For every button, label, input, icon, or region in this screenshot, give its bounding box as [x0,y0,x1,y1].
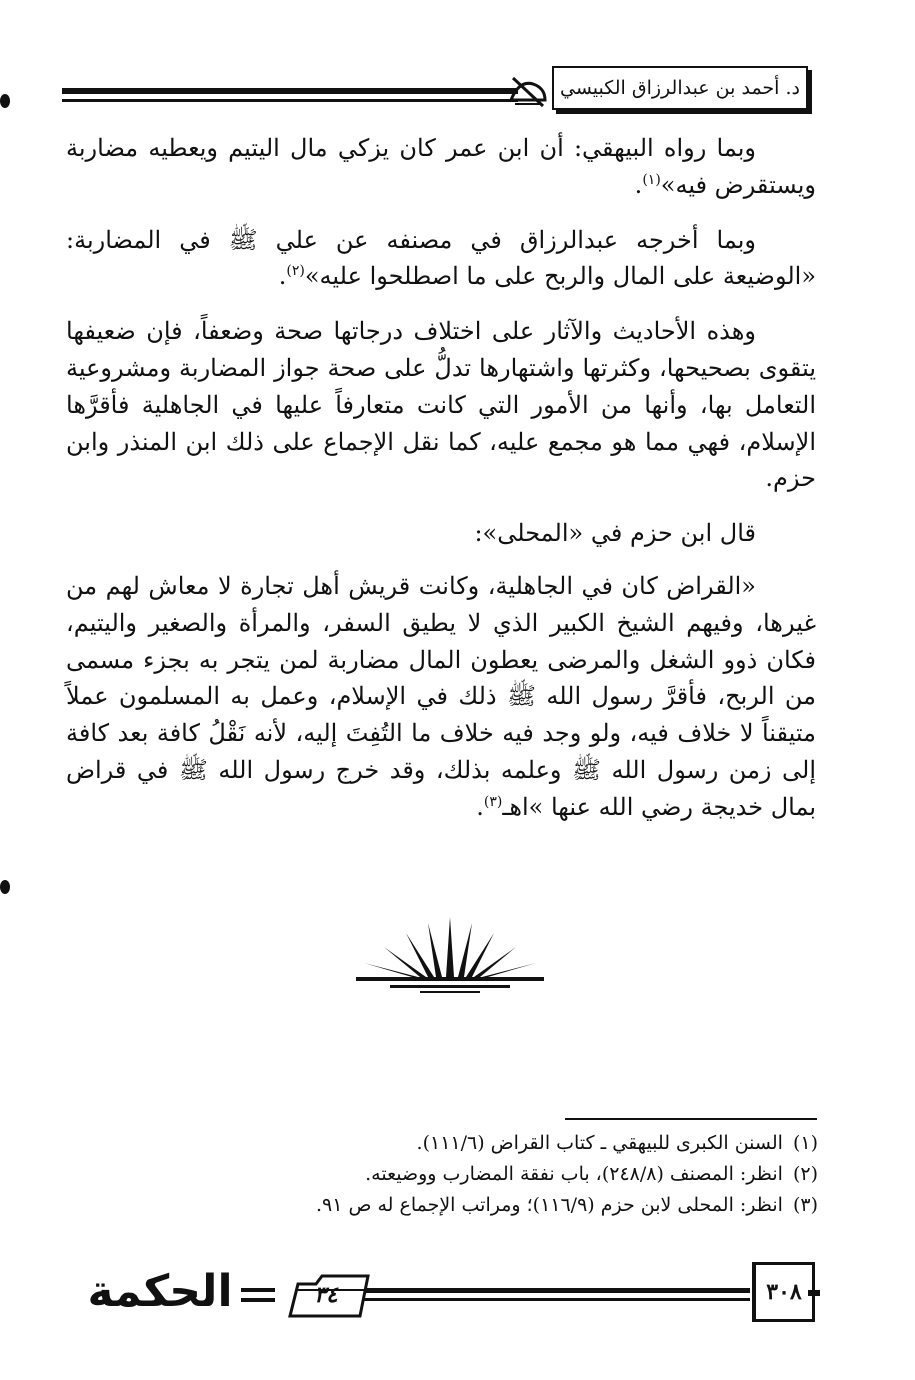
footnote-1 [100,1128,818,1159]
footnote-number: (٢) [792,1163,818,1185]
footnote-ref-3[interactable]: (٣) [483,793,503,810]
page-number [752,1262,815,1322]
pen-logo-icon [505,70,551,110]
paragraph-5-end: . [476,792,484,821]
paragraph-5-quote [66,568,816,826]
footnote-2 [100,1159,818,1190]
footnote-number: (١) [792,1132,818,1154]
paragraph-2 [66,222,816,296]
author-name: د. أحمد بن عبدالرزاق الكبيسي [560,77,800,99]
paragraph-2-text: وبما أخرجه عبدالرزاق في مصنفه عن علي ﷺ في المضاربة: «الوضيعة على المال والربح على ما اصطلحوا عليه» [66,225,816,291]
header-rule [62,88,518,102]
footnote-separator [565,1118,817,1120]
issue-number: ٣٤ [314,1282,338,1308]
paragraph-3-text: وهذه الأحاديث والآثار على اختلاف درجاتها صحة وضعفاً، فإن ضعيفها يتقوى بصحيحها، وكثرتها واشتهارها تدلُّ على صحة جواز المضاربة ومشروعية التعامل بها، وأنها من الأمور التي كانت متعارفاً عليها في الجاهلية فأقرَّها الإسلام، فهي مما هو مجمع عليه، كما نقل الإجماع على ذلك ابن المنذر وابن حزم. [66,317,816,493]
page-number-text: ٣٠٨ [766,1279,802,1305]
paragraph-2-end: . [278,262,287,291]
paragraph-4 [66,515,816,552]
footnote-3 [100,1190,818,1221]
footnote-text: انظر: المحلى لابن حزم (١١٦/٩)؛ ومراتب الإجماع له ص ٩١. [315,1194,783,1216]
paragraph-4-text: قال ابن حزم في «المحلى»: [474,519,756,548]
paragraph-3 [66,313,816,497]
paragraph-5-text: «القراض كان في الجاهلية، وكانت قريش أهل تجارة لا معاش لهم من غيرها، وفيهم الشيخ الكبير الذي لا يطيق السفر، والمرأة والصغير واليتيم، فكان ذوو الشغل والمرضى يعطون المال مضاربة لمن يتجر به بجزء مسمى من الربح، فأقرَّ رسول الله ﷺ ذلك في الإسلام، وعمل به المسلمون عملاً متيقناً لا خلاف فيه، ولو وجد فيه خلاف ما التُفِتَ إليه، لأنه نَقْلُ كافة بعد كافة إلى زمن رسول الله ﷺ وعلمه بذلك، وقد خرج رسول الله ﷺ في قراض بمال خديجة رضي الله عنها »اهـ [66,571,816,821]
footnote-text: انظر: المصنف (٢٤٨/٨)، باب نفقة المضارب ووضيعته. [365,1163,783,1185]
footnote-text: السنن الكبرى للبيهقي ـ كتاب القراض (١١١/٦). [416,1132,783,1154]
footnote-ref-1[interactable]: (١) [642,171,661,188]
footnotes [100,1128,818,1221]
magazine-logo: الحكمة [87,1266,233,1317]
margin-mark [0,94,10,108]
running-header-author [552,66,808,110]
footnote-ref-2[interactable]: (٢) [286,263,305,280]
page-number-tab [808,1290,820,1296]
paragraph-1-end: . [634,170,643,199]
footer-equals-mark [241,1288,275,1308]
section-ornament [350,915,550,995]
paragraph-1-text: وبما رواه البيهقي: أن ابن عمر كان يزكي مال اليتيم ويعطيه مضاربة ويستقرض فيه» [66,134,816,199]
body-text [66,130,816,844]
footnote-number: (٣) [792,1194,818,1216]
paragraph-1 [66,130,816,204]
margin-mark [0,880,10,894]
footer-rule [355,1288,750,1301]
